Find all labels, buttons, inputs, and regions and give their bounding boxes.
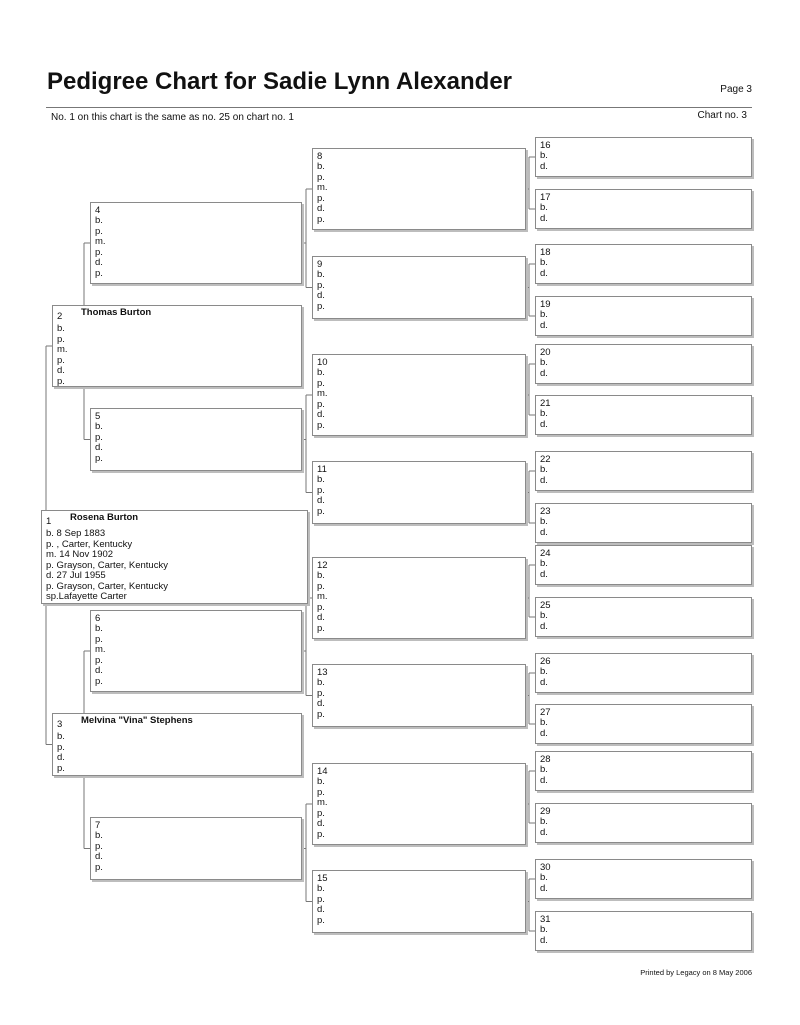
detail-row: p. [317, 505, 325, 517]
person-number: 31 [540, 914, 551, 925]
person-details [95, 216, 106, 279]
detail-row: p. , Carter, Kentucky [46, 538, 133, 550]
person-number: 12 [317, 560, 328, 571]
detail-row: b. [57, 323, 65, 334]
detail-row: d. [57, 752, 65, 763]
person-details [540, 611, 548, 632]
person-box-26 [535, 653, 752, 693]
person-details [317, 270, 325, 312]
detail-row: m. [95, 236, 106, 247]
detail-row: d. [317, 612, 325, 623]
detail-row: d. [540, 826, 548, 838]
person-details [540, 358, 548, 379]
detail-row: p. [317, 484, 325, 496]
detail-row: b. [540, 408, 548, 419]
detail-row: p. [317, 377, 325, 389]
detail-row: d. [540, 160, 548, 172]
detail-row: p. [317, 687, 325, 699]
detail-row: m. [317, 591, 328, 602]
person-number: 6 [95, 613, 101, 624]
person-number: 27 [540, 707, 551, 718]
detail-row: b. [540, 516, 548, 527]
person-number: 4 [95, 205, 101, 216]
detail-row: p. [317, 807, 325, 819]
person-details [540, 559, 548, 580]
detail-row: b. [540, 257, 548, 268]
person-number: 13 [317, 667, 328, 678]
detail-row: b. [540, 558, 548, 569]
person-details [540, 517, 548, 538]
person-details [540, 765, 548, 786]
person-box-23 [535, 503, 752, 543]
person-details [540, 258, 548, 279]
detail-row: d. [540, 267, 548, 279]
person-details [317, 571, 328, 634]
person-number: 8 [317, 151, 323, 162]
detail-row: b. [95, 830, 103, 841]
person-box-1 [41, 510, 308, 604]
detail-row: d. [57, 365, 65, 376]
chart-number: Chart no. 3 [697, 110, 747, 121]
person-number: 28 [540, 754, 551, 765]
detail-row: b. [57, 731, 65, 742]
detail-row: d. [317, 698, 325, 709]
detail-row: p. [317, 419, 325, 431]
detail-row: d. [540, 620, 548, 632]
detail-row: d. [540, 526, 548, 538]
person-box-8 [312, 148, 526, 230]
person-details [317, 475, 325, 517]
person-details [540, 873, 548, 894]
person-details [540, 925, 548, 946]
person-number: 17 [540, 192, 551, 203]
detail-row: m. 14 Nov 1902 [46, 549, 114, 560]
person-box-12 [312, 557, 526, 639]
detail-row: b. [540, 872, 548, 883]
detail-row: b. [540, 666, 548, 677]
person-box-22 [535, 451, 752, 491]
detail-row: p. [95, 675, 103, 687]
detail-row: p. [95, 431, 103, 443]
detail-row: p. [317, 300, 325, 312]
person-box-2 [52, 305, 302, 387]
person-box-24 [535, 545, 752, 585]
person-details [95, 422, 103, 464]
person-details [540, 151, 548, 172]
person-box-20 [535, 344, 752, 384]
person-number: 26 [540, 656, 551, 667]
detail-row: m. [317, 797, 328, 808]
detail-row: b. [540, 610, 548, 621]
person-number: 7 [95, 820, 101, 831]
detail-row: p. [57, 333, 65, 345]
person-number: 3 [57, 719, 63, 730]
person-number: 1 [46, 516, 52, 527]
person-number: 14 [317, 766, 328, 777]
detail-row: p. [317, 914, 325, 926]
detail-row: p. [95, 225, 103, 237]
detail-row: p. [95, 267, 103, 279]
detail-row: b. [540, 357, 548, 368]
person-details [540, 465, 548, 486]
detail-row: p. [317, 171, 325, 183]
detail-row: b. [317, 269, 325, 280]
person-details [540, 310, 548, 331]
person-box-6 [90, 610, 302, 692]
person-box-7 [90, 817, 302, 880]
person-box-14 [312, 763, 526, 845]
person-details [95, 831, 103, 873]
detail-row: d. [317, 495, 325, 506]
person-box-30 [535, 859, 752, 899]
person-box-18 [535, 244, 752, 284]
detail-row: d. [540, 934, 548, 946]
detail-row: p. [95, 633, 103, 645]
detail-row: b. [540, 764, 548, 775]
person-box-17 [535, 189, 752, 229]
person-number: 11 [317, 464, 327, 475]
detail-row: b. [540, 202, 548, 213]
person-number: 29 [540, 806, 551, 817]
detail-row: p. [95, 452, 103, 464]
detail-row: d. [317, 290, 325, 301]
detail-row: d. [540, 212, 548, 224]
printed-footer: Printed by Legacy on 8 May 2006 [640, 968, 752, 977]
detail-row: p. [57, 375, 65, 387]
detail-row: d. [540, 319, 548, 331]
person-details [540, 667, 548, 688]
detail-row: m. [317, 388, 328, 399]
detail-row: b. [540, 924, 548, 935]
detail-row: p. Grayson, Carter, Kentucky [46, 580, 168, 592]
person-box-4 [90, 202, 302, 284]
page-number: Page 3 [720, 84, 752, 95]
person-details [317, 368, 328, 431]
detail-row: p. [95, 861, 103, 873]
detail-row: p. [317, 893, 325, 905]
detail-row: b. [317, 367, 325, 378]
detail-row: d. [540, 774, 548, 786]
person-number: 10 [317, 357, 328, 368]
detail-row: d. [540, 367, 548, 379]
detail-row: b. [540, 150, 548, 161]
person-number: 22 [540, 454, 551, 465]
person-number: 21 [540, 398, 551, 409]
person-number: 15 [317, 873, 328, 884]
detail-row: d. [540, 418, 548, 430]
person-details [317, 162, 328, 225]
detail-row: d. [540, 474, 548, 486]
detail-row: b. [540, 816, 548, 827]
page-title: Pedigree Chart for Sadie Lynn Alexander [47, 68, 513, 95]
person-box-31 [535, 911, 752, 951]
person-number: 20 [540, 347, 551, 358]
detail-row: sp.Lafayette Carter [46, 591, 127, 602]
person-name: Rosena Burton [70, 512, 139, 523]
detail-row: b. [540, 717, 548, 728]
person-box-5 [90, 408, 302, 471]
person-details [95, 624, 106, 687]
detail-row: b. [317, 883, 325, 894]
detail-row: b. [540, 309, 548, 320]
detail-row: d. [95, 851, 103, 862]
person-details [540, 718, 548, 739]
detail-row: d. [317, 904, 325, 915]
detail-row: d. [95, 257, 103, 268]
person-name: Melvina "Vina" Stephens [81, 715, 193, 726]
detail-row: d. [540, 882, 548, 894]
person-details [317, 884, 325, 926]
person-box-10 [312, 354, 526, 436]
person-number: 23 [540, 506, 551, 517]
person-box-9 [312, 256, 526, 319]
detail-row: p. [317, 398, 325, 410]
detail-row: p. [317, 708, 325, 720]
detail-row: d. [95, 442, 103, 453]
detail-row: d. [317, 409, 325, 420]
detail-row: p. [317, 279, 325, 291]
detail-row: p. [95, 654, 103, 666]
detail-row: d. 27 Jul 1955 [46, 570, 106, 581]
person-number: 9 [317, 259, 323, 270]
person-details [317, 777, 328, 840]
detail-row: p. [317, 601, 325, 613]
person-number: 18 [540, 247, 551, 258]
detail-row: p. [317, 192, 325, 204]
person-box-29 [535, 803, 752, 843]
detail-row: b. 8 Sep 1883 [46, 528, 106, 539]
detail-row: p. Grayson, Carter, Kentucky [46, 559, 168, 571]
detail-row: d. [540, 676, 548, 688]
person-number: 5 [95, 411, 101, 422]
person-box-21 [535, 395, 752, 435]
detail-row: b. [317, 474, 325, 485]
detail-row: b. [95, 421, 103, 432]
person-number: 19 [540, 299, 551, 310]
person-details [317, 678, 325, 720]
person-box-15 [312, 870, 526, 933]
detail-row: d. [317, 818, 325, 829]
person-details [540, 203, 548, 224]
detail-row: p. [317, 828, 325, 840]
detail-row: p. [57, 354, 65, 366]
person-name: Thomas Burton [81, 307, 152, 318]
chart-note: No. 1 on this chart is the same as no. 25 on chart no. 1 [51, 112, 294, 123]
detail-row: b. [540, 464, 548, 475]
detail-row: p. [95, 840, 103, 852]
person-box-13 [312, 664, 526, 727]
person-details [57, 324, 68, 387]
detail-row: d. [540, 727, 548, 739]
person-box-25 [535, 597, 752, 637]
detail-row: d. [317, 203, 325, 214]
detail-row: b. [95, 623, 103, 634]
detail-row: b. [317, 161, 325, 172]
person-number: 16 [540, 140, 551, 151]
person-details [57, 732, 65, 774]
person-details [540, 817, 548, 838]
person-details [540, 409, 548, 430]
detail-row: p. [317, 213, 325, 225]
detail-row: d. [95, 665, 103, 676]
person-box-28 [535, 751, 752, 791]
person-number: 24 [540, 548, 551, 559]
person-number: 2 [57, 311, 63, 322]
detail-row: p. [317, 580, 325, 592]
person-box-16 [535, 137, 752, 177]
person-details [46, 529, 168, 603]
person-number: 30 [540, 862, 551, 873]
detail-row: b. [317, 677, 325, 688]
detail-row: m. [57, 344, 68, 355]
person-box-3 [52, 713, 302, 776]
detail-row: b. [317, 776, 325, 787]
detail-row: m. [317, 182, 328, 193]
person-number: 25 [540, 600, 551, 611]
detail-row: p. [95, 246, 103, 258]
person-box-27 [535, 704, 752, 744]
detail-row: p. [57, 741, 65, 753]
detail-row: m. [95, 644, 106, 655]
detail-row: d. [540, 568, 548, 580]
detail-row: b. [317, 570, 325, 581]
person-box-11 [312, 461, 526, 524]
detail-row: b. [95, 215, 103, 226]
person-box-19 [535, 296, 752, 336]
detail-row: p. [317, 786, 325, 798]
detail-row: p. [57, 762, 65, 774]
detail-row: p. [317, 622, 325, 634]
